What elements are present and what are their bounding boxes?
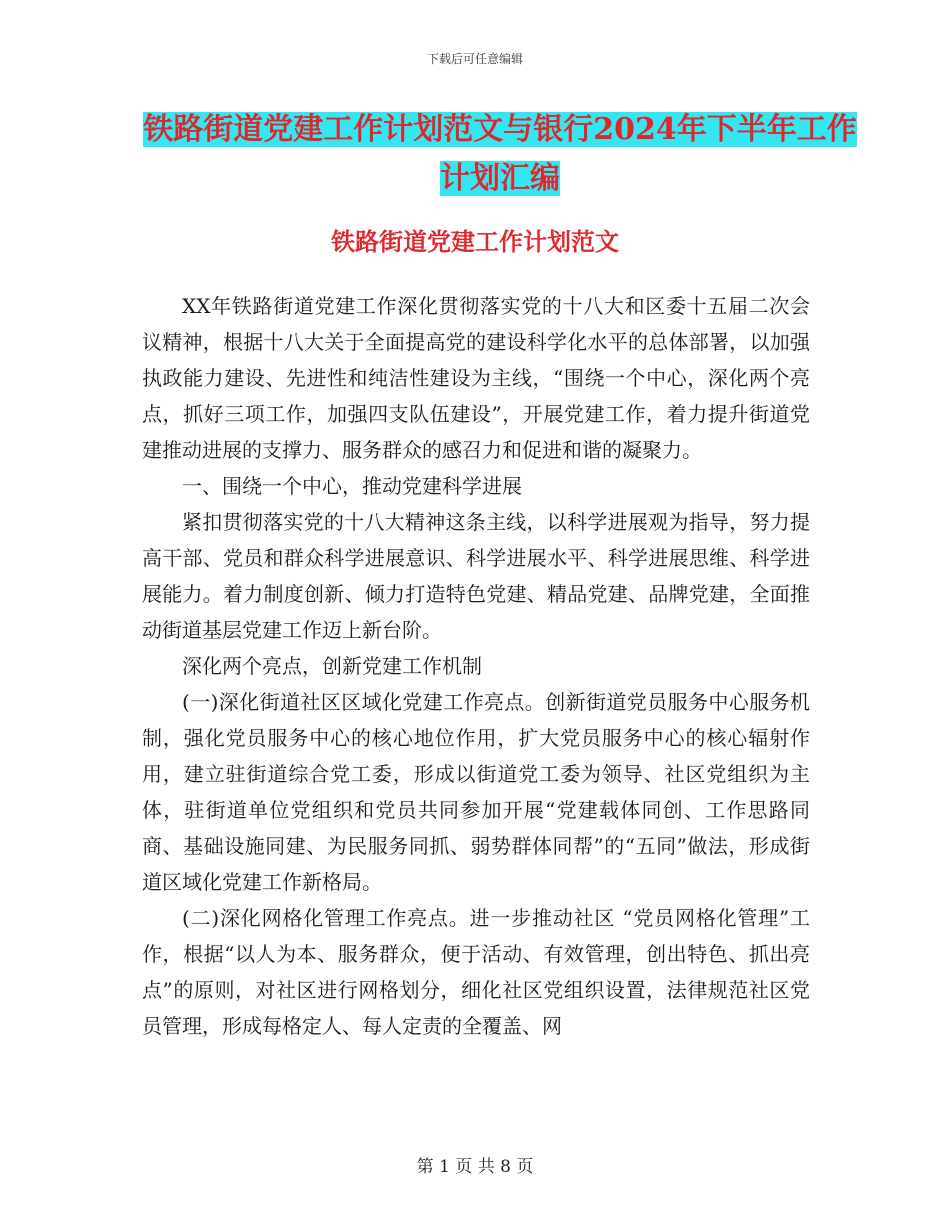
page-number-footer: 第 1 页 共 8 页: [416, 1157, 534, 1177]
title-line-2: 计划汇编: [440, 161, 560, 196]
paragraph: 紧扣贯彻落实党的十八大精神这条主线，以科学进展观为指导，努力提高干部、党员和群众科学进展意识、科学进展水平、科学进展思维、科学进展能力。着力制度创新、倾力打造特色党建、精品党建、品牌党建，全面推动街道基层党建工作迈上新台阶。: [142, 510, 810, 642]
title-line-1: 铁路街道党建工作计划范文与银行2024年下半年工作: [143, 112, 857, 147]
section-title: 铁路街道党建工作计划范文: [331, 227, 619, 256]
header-note: 下载后可任意编辑: [426, 52, 523, 66]
paragraph: (一)深化街道社区区域化党建工作亮点。创新街道党员服务中心服务机制，强化党员服务中心的核心地位作用，扩大党员服务中心的核心辐射作用，建立驻街道综合党工委，形成以街道党工委为领导、社区党组织为主体，驻街道单位党组织和党员共同参加开展“党建载体同创、工作思路同商、基础设施同建、为民服务同抓、弱势群体同帮”的“五同”做法，形成街道区域化党建工作新格局。: [142, 690, 810, 894]
paragraph: (二)深化网格化管理工作亮点。进一步推动社区 “党员网格化管理”工作，根据“以人为本、服务群众，便于活动、有效管理，创出特色、抓出亮点”的原则，对社区进行网格划分，细化社区党组织设置，法律规范社区党员管理，形成每格定人、每人定责的全覆盖、网: [142, 906, 810, 1038]
paragraph: 一、围绕一个中心，推动党建科学进展: [182, 474, 522, 498]
paragraph: 深化两个亮点，创新党建工作机制: [182, 654, 482, 678]
document-title: [140, 105, 860, 203]
body-text: [142, 288, 810, 1044]
paragraph: XX年铁路街道党建工作深化贯彻落实党的十八大和区委十五届二次会议精神，根据十八大关于全面提高党的建设科学化水平的总体部署，以加强执政能力建设、先进性和纯洁性建设为主线，“围绕一个中心，深化两个亮点，抓好三项工作，加强四支队伍建设”，开展党建工作，着力提升街道党建推动进展的支撑力、服务群众的感召力和促进和谐的凝聚力。: [142, 294, 810, 462]
